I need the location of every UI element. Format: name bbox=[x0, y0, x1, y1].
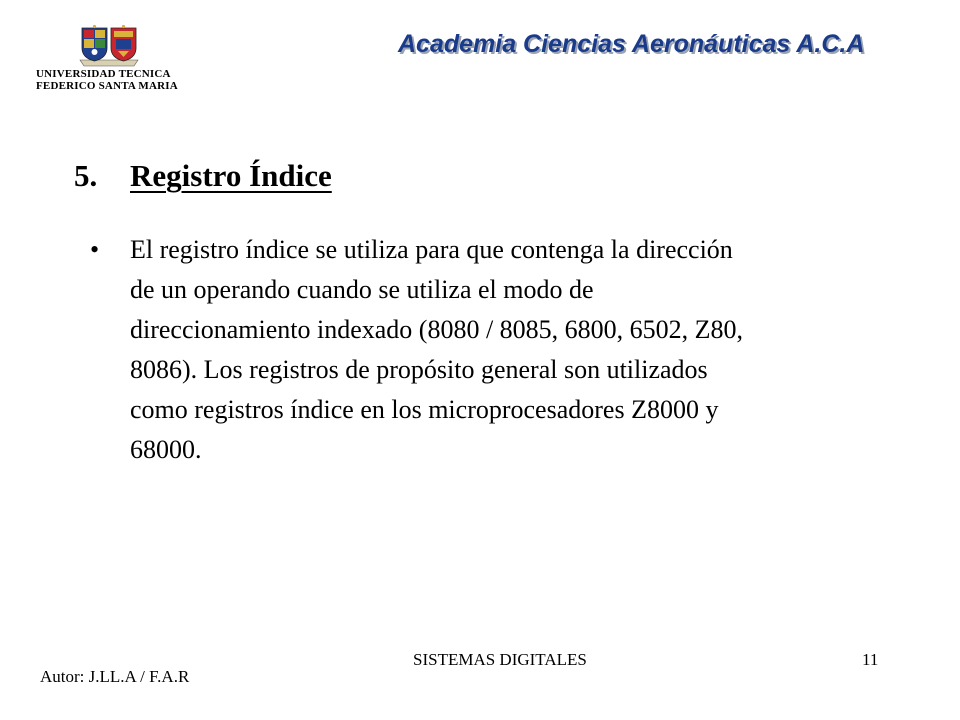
university-logo bbox=[36, 24, 182, 102]
section-number: 5. bbox=[74, 158, 98, 193]
university-name-line2: FEDERICO SANTA MARIA bbox=[36, 80, 178, 92]
bullet-text-line: El registro índice se utiliza para que contenga la dirección bbox=[130, 235, 733, 264]
section-title: Registro Índice bbox=[130, 158, 332, 193]
bullet-text-line: 68000. bbox=[130, 435, 202, 464]
bullet-text-line: de un operando cuando se utiliza el modo de bbox=[130, 275, 594, 304]
bullet-text bbox=[130, 230, 900, 470]
bullet-text-line: 8086). Los registros de propósito general son utilizados bbox=[130, 355, 708, 384]
section-heading bbox=[74, 158, 332, 194]
footer-author: Autor: J.LL.A / F.A.R bbox=[40, 667, 190, 686]
bullet-item bbox=[90, 230, 900, 470]
bullet-text-line: como registros índice en los microprocesadores Z8000 y bbox=[130, 395, 719, 424]
page-number: 11 bbox=[862, 650, 879, 669]
header-title: Academia Ciencias Aeronáuticas A.C.A bbox=[398, 30, 865, 58]
university-name bbox=[36, 68, 182, 92]
bullet-icon: • bbox=[90, 235, 100, 264]
university-crest-icon bbox=[74, 24, 144, 68]
bullet-text-line: direccionamiento indexado (8080 / 8085, 6800, 6502, Z80, bbox=[130, 315, 744, 344]
university-name-line1: UNIVERSIDAD TECNICA bbox=[36, 68, 171, 80]
footer-course: SISTEMAS DIGITALES bbox=[413, 650, 587, 669]
